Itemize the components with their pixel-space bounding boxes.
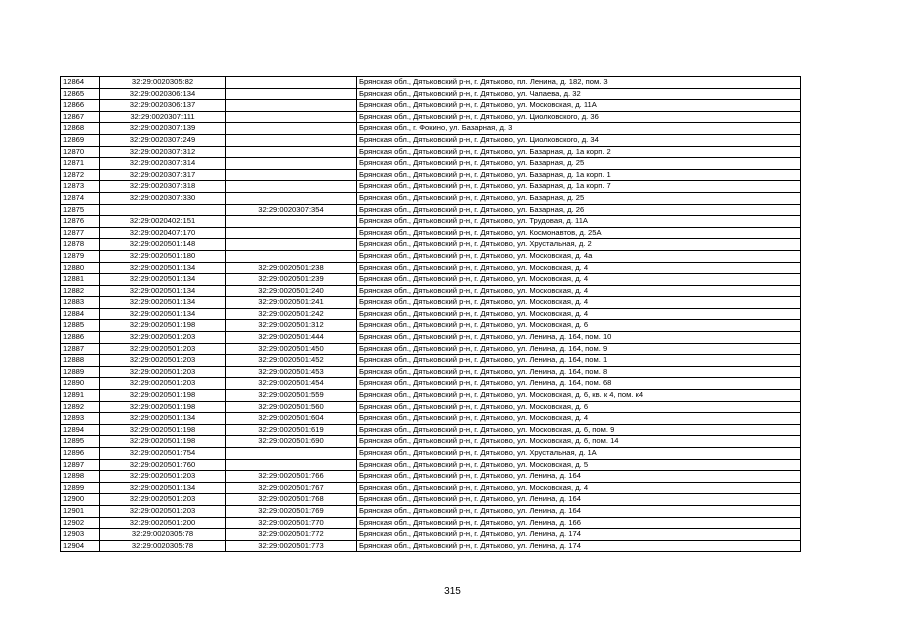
table-row	[61, 227, 801, 239]
row-number-cell: 12899	[61, 482, 100, 494]
table-row	[61, 100, 801, 112]
cadastral-number-cell: 32:29:0020307:314	[100, 158, 226, 170]
related-cadastral-number-cell	[226, 111, 357, 123]
related-cadastral-number-cell: 32:29:0020501:766	[226, 471, 357, 483]
row-number-cell: 12871	[61, 158, 100, 170]
address-cell: Брянская обл., Дятьковский р-н, г. Дятьково, ул. Базарная, д. 1а корп. 2	[357, 146, 801, 158]
table-row	[61, 332, 801, 344]
related-cadastral-number-cell: 32:29:0020501:767	[226, 482, 357, 494]
cadastral-number-cell: 32:29:0020501:134	[100, 285, 226, 297]
related-cadastral-number-cell	[226, 123, 357, 135]
row-number-cell: 12870	[61, 146, 100, 158]
row-number-cell: 12880	[61, 262, 100, 274]
cadastral-number-cell: 32:29:0020501:203	[100, 505, 226, 517]
related-cadastral-number-cell: 32:29:0020501:444	[226, 332, 357, 344]
table-row	[61, 320, 801, 332]
row-number-cell: 12875	[61, 204, 100, 216]
cadastral-number-cell: 32:29:0020501:134	[100, 262, 226, 274]
table-row	[61, 540, 801, 552]
row-number-cell: 12868	[61, 123, 100, 135]
related-cadastral-number-cell	[226, 227, 357, 239]
table-row	[61, 401, 801, 413]
address-cell: Брянская обл., Дятьковский р-н, г. Дятьково, ул. Ленина, д. 174	[357, 529, 801, 541]
table-row	[61, 378, 801, 390]
related-cadastral-number-cell: 32:29:0020501:773	[226, 540, 357, 552]
cadastral-number-cell: 32:29:0020501:203	[100, 366, 226, 378]
table-row	[61, 517, 801, 529]
related-cadastral-number-cell	[226, 216, 357, 228]
row-number-cell: 12904	[61, 540, 100, 552]
related-cadastral-number-cell: 32:29:0020501:452	[226, 355, 357, 367]
table-row	[61, 192, 801, 204]
address-cell: Брянская обл., Дятьковский р-н, г. Дятьково, ул. Ленина, д. 164	[357, 471, 801, 483]
related-cadastral-number-cell	[226, 250, 357, 262]
address-cell: Брянская обл., Дятьковский р-н, г. Дятьково, ул. Ленина, д. 164, пом. 68	[357, 378, 801, 390]
address-cell: Брянская обл., Дятьковский р-н, г. Дятьково, ул. Базарная, д. 26	[357, 204, 801, 216]
row-number-cell: 12891	[61, 390, 100, 402]
row-number-cell: 12865	[61, 88, 100, 100]
address-cell: Брянская обл., Дятьковский р-н, г. Дятьково, ул. Ленина, д. 164, пом. 10	[357, 332, 801, 344]
related-cadastral-number-cell	[226, 100, 357, 112]
address-cell: Брянская обл., Дятьковский р-н, г. Дятьково, ул. Космонавтов, д. 25А	[357, 227, 801, 239]
table-row	[61, 436, 801, 448]
registry-table-body	[61, 77, 801, 552]
address-cell: Брянская обл., Дятьковский р-н, г. Дятьково, ул. Московская, д. 4	[357, 297, 801, 309]
cadastral-number-cell: 32:29:0020501:203	[100, 471, 226, 483]
address-cell: Брянская обл., Дятьковский р-н, г. Дятьково, ул. Базарная, д. 25	[357, 158, 801, 170]
row-number-cell: 12869	[61, 134, 100, 146]
row-number-cell: 12902	[61, 517, 100, 529]
table-row	[61, 482, 801, 494]
page-number: 315	[444, 586, 461, 597]
cadastral-number-cell: 32:29:0020501:203	[100, 355, 226, 367]
address-cell: Брянская обл., Дятьковский р-н, г. Дятьково, ул. Московская, д. 4	[357, 262, 801, 274]
related-cadastral-number-cell: 32:29:0020501:769	[226, 505, 357, 517]
row-number-cell: 12897	[61, 459, 100, 471]
address-cell: Брянская обл., Дятьковский р-н, г. Дятьково, ул. Московская, д. 4	[357, 482, 801, 494]
address-cell: Брянская обл., Дятьковский р-н, г. Дятьково, ул. Московская, д. 4	[357, 285, 801, 297]
related-cadastral-number-cell: 32:29:0020501:238	[226, 262, 357, 274]
row-number-cell: 12888	[61, 355, 100, 367]
related-cadastral-number-cell: 32:29:0020501:559	[226, 390, 357, 402]
cadastral-number-cell: 32:29:0020307:249	[100, 134, 226, 146]
cadastral-number-cell: 32:29:0020305:78	[100, 540, 226, 552]
table-row	[61, 134, 801, 146]
row-number-cell: 12896	[61, 448, 100, 460]
address-cell: Брянская обл., Дятьковский р-н, г. Дятьково, ул. Московская, д. 6	[357, 320, 801, 332]
address-cell: Брянская обл., Дятьковский р-н, г. Дятьково, ул. Московская, д. 4	[357, 413, 801, 425]
related-cadastral-number-cell: 32:29:0020501:768	[226, 494, 357, 506]
address-cell: Брянская обл., Дятьковский р-н, г. Дятьково, ул. Московская, д. 4	[357, 274, 801, 286]
registry-table	[60, 76, 801, 552]
table-row	[61, 494, 801, 506]
cadastral-number-cell: 32:29:0020407:170	[100, 227, 226, 239]
row-number-cell: 12890	[61, 378, 100, 390]
related-cadastral-number-cell	[226, 459, 357, 471]
cadastral-number-cell: 32:29:0020307:312	[100, 146, 226, 158]
table-row	[61, 390, 801, 402]
address-cell: Брянская обл., Дятьковский р-н, г. Дятьково, ул. Циолковского, д. 36	[357, 111, 801, 123]
cadastral-number-cell: 32:29:0020501:200	[100, 517, 226, 529]
cadastral-number-cell	[100, 204, 226, 216]
row-number-cell: 12872	[61, 169, 100, 181]
table-row	[61, 216, 801, 228]
related-cadastral-number-cell: 32:29:0020501:240	[226, 285, 357, 297]
related-cadastral-number-cell: 32:29:0020501:770	[226, 517, 357, 529]
related-cadastral-number-cell: 32:29:0020501:450	[226, 343, 357, 355]
row-number-cell: 12874	[61, 192, 100, 204]
related-cadastral-number-cell: 32:29:0020501:619	[226, 424, 357, 436]
address-cell: Брянская обл., Дятьковский р-н, г. Дятьково, ул. Московская, д. 4	[357, 308, 801, 320]
related-cadastral-number-cell	[226, 448, 357, 460]
cadastral-number-cell: 32:29:0020307:317	[100, 169, 226, 181]
table-row	[61, 77, 801, 89]
row-number-cell: 12864	[61, 77, 100, 89]
cadastral-number-cell: 32:29:0020501:198	[100, 320, 226, 332]
related-cadastral-number-cell: 32:29:0020501:239	[226, 274, 357, 286]
related-cadastral-number-cell: 32:29:0020501:453	[226, 366, 357, 378]
row-number-cell: 12879	[61, 250, 100, 262]
table-row	[61, 366, 801, 378]
cadastral-number-cell: 32:29:0020402:151	[100, 216, 226, 228]
related-cadastral-number-cell: 32:29:0020501:454	[226, 378, 357, 390]
row-number-cell: 12876	[61, 216, 100, 228]
cadastral-number-cell: 32:29:0020501:754	[100, 448, 226, 460]
related-cadastral-number-cell: 32:29:0020501:772	[226, 529, 357, 541]
cadastral-number-cell: 32:29:0020501:203	[100, 343, 226, 355]
table-row	[61, 343, 801, 355]
cadastral-number-cell: 32:29:0020501:134	[100, 413, 226, 425]
table-row	[61, 448, 801, 460]
table-row	[61, 88, 801, 100]
related-cadastral-number-cell	[226, 181, 357, 193]
cadastral-number-cell: 32:29:0020307:139	[100, 123, 226, 135]
table-row	[61, 111, 801, 123]
table-row	[61, 158, 801, 170]
cadastral-number-cell: 32:29:0020501:198	[100, 436, 226, 448]
cadastral-number-cell: 32:29:0020501:180	[100, 250, 226, 262]
table-row	[61, 239, 801, 251]
row-number-cell: 12873	[61, 181, 100, 193]
address-cell: Брянская обл., Дятьковский р-н, г. Дятьково, ул. Московская, д. 6, пом. 9	[357, 424, 801, 436]
related-cadastral-number-cell: 32:29:0020501:560	[226, 401, 357, 413]
row-number-cell: 12889	[61, 366, 100, 378]
cadastral-number-cell: 32:29:0020501:203	[100, 494, 226, 506]
address-cell: Брянская обл., Дятьковский р-н, г. Дятьково, ул. Московская, д. 6, пом. 14	[357, 436, 801, 448]
address-cell: Брянская обл., Дятьковский р-н, г. Дятьково, ул. Ленина, д. 164	[357, 505, 801, 517]
address-cell: Брянская обл., Дятьковский р-н, г. Дятьково, ул. Московская, д. 6, кв. к 4, пом. к4	[357, 390, 801, 402]
related-cadastral-number-cell: 32:29:0020501:312	[226, 320, 357, 332]
address-cell: Брянская обл., Дятьковский р-н, г. Дятьково, ул. Московская, д. 11А	[357, 100, 801, 112]
address-cell: Брянская обл., Дятьковский р-н, г. Дятьково, ул. Базарная, д. 1а корп. 1	[357, 169, 801, 181]
related-cadastral-number-cell	[226, 134, 357, 146]
row-number-cell: 12881	[61, 274, 100, 286]
row-number-cell: 12885	[61, 320, 100, 332]
table-row	[61, 413, 801, 425]
row-number-cell: 12903	[61, 529, 100, 541]
related-cadastral-number-cell	[226, 88, 357, 100]
table-row	[61, 285, 801, 297]
cadastral-number-cell: 32:29:0020307:318	[100, 181, 226, 193]
table-row	[61, 529, 801, 541]
cadastral-number-cell: 32:29:0020501:134	[100, 482, 226, 494]
address-cell: Брянская обл., Дятьковский р-н, г. Дятьково, ул. Базарная, д. 1а корп. 7	[357, 181, 801, 193]
address-cell: Брянская обл., Дятьковский р-н, г. Дятьково, ул. Ленина, д. 174	[357, 540, 801, 552]
table-row	[61, 204, 801, 216]
address-cell: Брянская обл., Дятьковский р-н, г. Дятьково, ул. Базарная, д. 25	[357, 192, 801, 204]
cadastral-number-cell: 32:29:0020501:134	[100, 308, 226, 320]
related-cadastral-number-cell: 32:29:0020307:354	[226, 204, 357, 216]
table-row	[61, 471, 801, 483]
row-number-cell: 12901	[61, 505, 100, 517]
cadastral-number-cell: 32:29:0020501:203	[100, 332, 226, 344]
address-cell: Брянская обл., Дятьковский р-н, г. Дятьково, ул. Ленина, д. 164	[357, 494, 801, 506]
table-row	[61, 181, 801, 193]
row-number-cell: 12867	[61, 111, 100, 123]
related-cadastral-number-cell	[226, 169, 357, 181]
row-number-cell: 12895	[61, 436, 100, 448]
address-cell: Брянская обл., Дятьковский р-н, г. Дятьково, ул. Московская, д. 6	[357, 401, 801, 413]
address-cell: Брянская обл., Дятьковский р-н, г. Дятьково, ул. Трудовая, д. 11А	[357, 216, 801, 228]
cadastral-number-cell: 32:29:0020306:134	[100, 88, 226, 100]
cadastral-number-cell: 32:29:0020501:198	[100, 424, 226, 436]
related-cadastral-number-cell	[226, 77, 357, 89]
cadastral-number-cell: 32:29:0020501:134	[100, 274, 226, 286]
related-cadastral-number-cell	[226, 146, 357, 158]
row-number-cell: 12882	[61, 285, 100, 297]
table-row	[61, 250, 801, 262]
table-row	[61, 274, 801, 286]
row-number-cell: 12884	[61, 308, 100, 320]
row-number-cell: 12898	[61, 471, 100, 483]
table-row	[61, 262, 801, 274]
table-row	[61, 123, 801, 135]
table-row	[61, 146, 801, 158]
cadastral-number-cell: 32:29:0020307:330	[100, 192, 226, 204]
related-cadastral-number-cell: 32:29:0020501:690	[226, 436, 357, 448]
address-cell: Брянская обл., Дятьковский р-н, г. Дятьково, пл. Ленина, д. 182, пом. 3	[357, 77, 801, 89]
cadastral-number-cell: 32:29:0020305:82	[100, 77, 226, 89]
address-cell: Брянская обл., Дятьковский р-н, г. Дятьково, ул. Циолковского, д. 34	[357, 134, 801, 146]
address-cell: Брянская обл., Дятьковский р-н, г. Дятьково, ул. Ленина, д. 164, пом. 8	[357, 366, 801, 378]
address-cell: Брянская обл., г. Фокино, ул. Базарная, д. 3	[357, 123, 801, 135]
address-cell: Брянская обл., Дятьковский р-н, г. Дятьково, ул. Чапаева, д. 32	[357, 88, 801, 100]
table-row	[61, 424, 801, 436]
related-cadastral-number-cell: 32:29:0020501:242	[226, 308, 357, 320]
table-row	[61, 505, 801, 517]
related-cadastral-number-cell: 32:29:0020501:604	[226, 413, 357, 425]
cadastral-number-cell: 32:29:0020305:78	[100, 529, 226, 541]
cadastral-number-cell: 32:29:0020501:760	[100, 459, 226, 471]
table-row	[61, 308, 801, 320]
related-cadastral-number-cell: 32:29:0020501:241	[226, 297, 357, 309]
row-number-cell: 12886	[61, 332, 100, 344]
row-number-cell: 12878	[61, 239, 100, 251]
cadastral-number-cell: 32:29:0020501:148	[100, 239, 226, 251]
cadastral-number-cell: 32:29:0020306:137	[100, 100, 226, 112]
row-number-cell: 12877	[61, 227, 100, 239]
table-row	[61, 297, 801, 309]
address-cell: Брянская обл., Дятьковский р-н, г. Дятьково, ул. Московская, д. 4а	[357, 250, 801, 262]
address-cell: Брянская обл., Дятьковский р-н, г. Дятьково, ул. Московская, д. 5	[357, 459, 801, 471]
address-cell: Брянская обл., Дятьковский р-н, г. Дятьково, ул. Ленина, д. 166	[357, 517, 801, 529]
table-row	[61, 355, 801, 367]
related-cadastral-number-cell	[226, 158, 357, 170]
row-number-cell: 12866	[61, 100, 100, 112]
row-number-cell: 12887	[61, 343, 100, 355]
related-cadastral-number-cell	[226, 239, 357, 251]
cadastral-number-cell: 32:29:0020501:203	[100, 378, 226, 390]
address-cell: Брянская обл., Дятьковский р-н, г. Дятьково, ул. Хрустальная, д. 2	[357, 239, 801, 251]
table-row	[61, 169, 801, 181]
related-cadastral-number-cell	[226, 192, 357, 204]
row-number-cell: 12883	[61, 297, 100, 309]
address-cell: Брянская обл., Дятьковский р-н, г. Дятьково, ул. Хрустальная, д. 1А	[357, 448, 801, 460]
table-row	[61, 459, 801, 471]
cadastral-number-cell: 32:29:0020501:198	[100, 401, 226, 413]
cadastral-number-cell: 32:29:0020501:134	[100, 297, 226, 309]
row-number-cell: 12900	[61, 494, 100, 506]
row-number-cell: 12892	[61, 401, 100, 413]
cadastral-number-cell: 32:29:0020307:111	[100, 111, 226, 123]
row-number-cell: 12893	[61, 413, 100, 425]
address-cell: Брянская обл., Дятьковский р-н, г. Дятьково, ул. Ленина, д. 164, пом. 9	[357, 343, 801, 355]
cadastral-number-cell: 32:29:0020501:198	[100, 390, 226, 402]
address-cell: Брянская обл., Дятьковский р-н, г. Дятьково, ул. Ленина, д. 164, пом. 1	[357, 355, 801, 367]
row-number-cell: 12894	[61, 424, 100, 436]
